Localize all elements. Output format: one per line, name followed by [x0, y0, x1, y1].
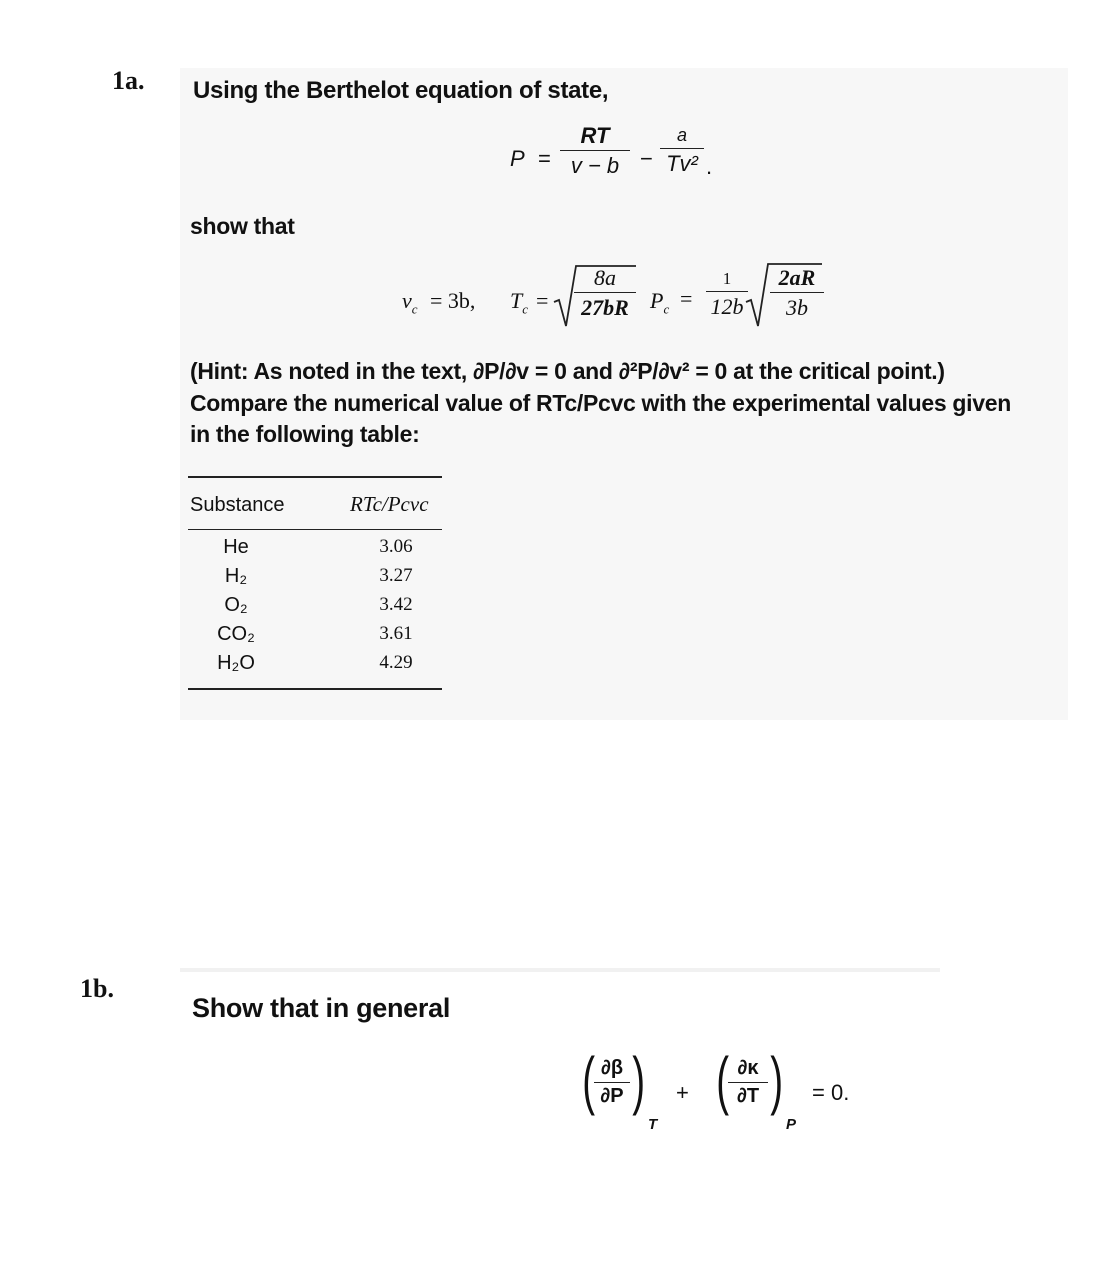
term1-den: ∂P	[600, 1085, 624, 1107]
term1-fraction	[594, 1058, 630, 1107]
eq-term2-den: Tv²	[666, 150, 698, 176]
term1-num: ∂β	[600, 1057, 624, 1079]
table-cell-ratio: 4.29	[379, 652, 413, 673]
eq-equals: =	[538, 146, 551, 171]
pc-equals: =	[680, 286, 693, 311]
tc-sub: c	[522, 301, 529, 317]
table-cell-ratio: 3.42	[379, 594, 413, 615]
term2-subscript: P	[786, 1116, 797, 1133]
tc-equals: =	[536, 288, 549, 313]
pc-num: 2aR	[778, 265, 816, 290]
tc-fraction	[574, 266, 636, 319]
pc-sub: c	[663, 301, 670, 317]
eq-tail: .	[706, 154, 713, 179]
eq-minus: −	[640, 146, 653, 171]
tc-symbol: T	[510, 288, 523, 313]
compare-line-2: in the following table:	[190, 421, 420, 447]
eq-term1-num: RT	[580, 123, 610, 148]
eq-term1	[560, 124, 630, 177]
pc-coefficient	[706, 270, 748, 318]
table-cell-ratio: 3.61	[379, 623, 413, 644]
problem-a-label: 1a.	[112, 66, 145, 95]
table-header-ratio: RTc/Pcvc	[350, 492, 429, 516]
scan-edge-b	[180, 968, 940, 972]
hint-line: (Hint: As noted in the text, ∂P/∂v = 0 and ∂²P/∂v² = 0 at the critical point.)	[190, 358, 945, 384]
table-cell-substance: CO₂	[217, 623, 255, 645]
vc-sub: c	[411, 301, 418, 317]
eq-term2-num: a	[676, 125, 687, 145]
pc-coef-den: 12b	[710, 293, 744, 319]
paren-open-1: (	[582, 1044, 596, 1116]
pc-fraction	[770, 266, 824, 319]
eq-lhs: P	[510, 146, 525, 171]
paren-close-1: )	[632, 1044, 646, 1116]
table-header-substance: Substance	[190, 494, 285, 516]
table-cell-ratio: 3.06	[379, 536, 413, 557]
table-header-rule	[188, 529, 442, 530]
vc-value: = 3b,	[430, 288, 476, 313]
pc-symbol: P	[650, 288, 664, 313]
problem-a-intro: Using the Berthelot equation of state,	[193, 77, 609, 104]
pc-coef-num: 1	[722, 269, 732, 288]
term2-num: ∂κ	[737, 1057, 759, 1079]
table-cell-substance: He	[223, 536, 249, 558]
table-cell-substance: H₂O	[217, 652, 255, 674]
table-top-rule	[188, 476, 442, 478]
term1-subscript: T	[648, 1116, 658, 1133]
pc-den: 3b	[786, 295, 808, 321]
eq-term1-den: v − b	[570, 153, 620, 179]
table-cell-substance: H₂	[224, 565, 248, 587]
tc-num: 8a	[594, 265, 616, 290]
equation-rhs: = 0.	[812, 1080, 850, 1105]
problem-b-label: 1b.	[80, 974, 114, 1003]
paren-close-2: )	[770, 1044, 784, 1116]
problem-b-intro: Show that in general	[192, 993, 451, 1023]
plus-sign: +	[676, 1080, 689, 1105]
vc-symbol: v	[402, 288, 412, 313]
eq-term2	[660, 126, 704, 175]
term2-den: ∂T	[736, 1085, 760, 1107]
paren-open-2: (	[716, 1044, 730, 1116]
compare-line: Compare the numerical value of RTc/Pcvc with the experimental values given	[190, 390, 1011, 416]
tc-den: 27bR	[581, 295, 629, 321]
term2-fraction	[728, 1058, 768, 1107]
table-bottom-rule	[188, 688, 442, 690]
show-that-text: show that	[190, 213, 295, 239]
table-cell-ratio: 3.27	[379, 565, 413, 586]
table-cell-substance: O₂	[224, 594, 248, 616]
